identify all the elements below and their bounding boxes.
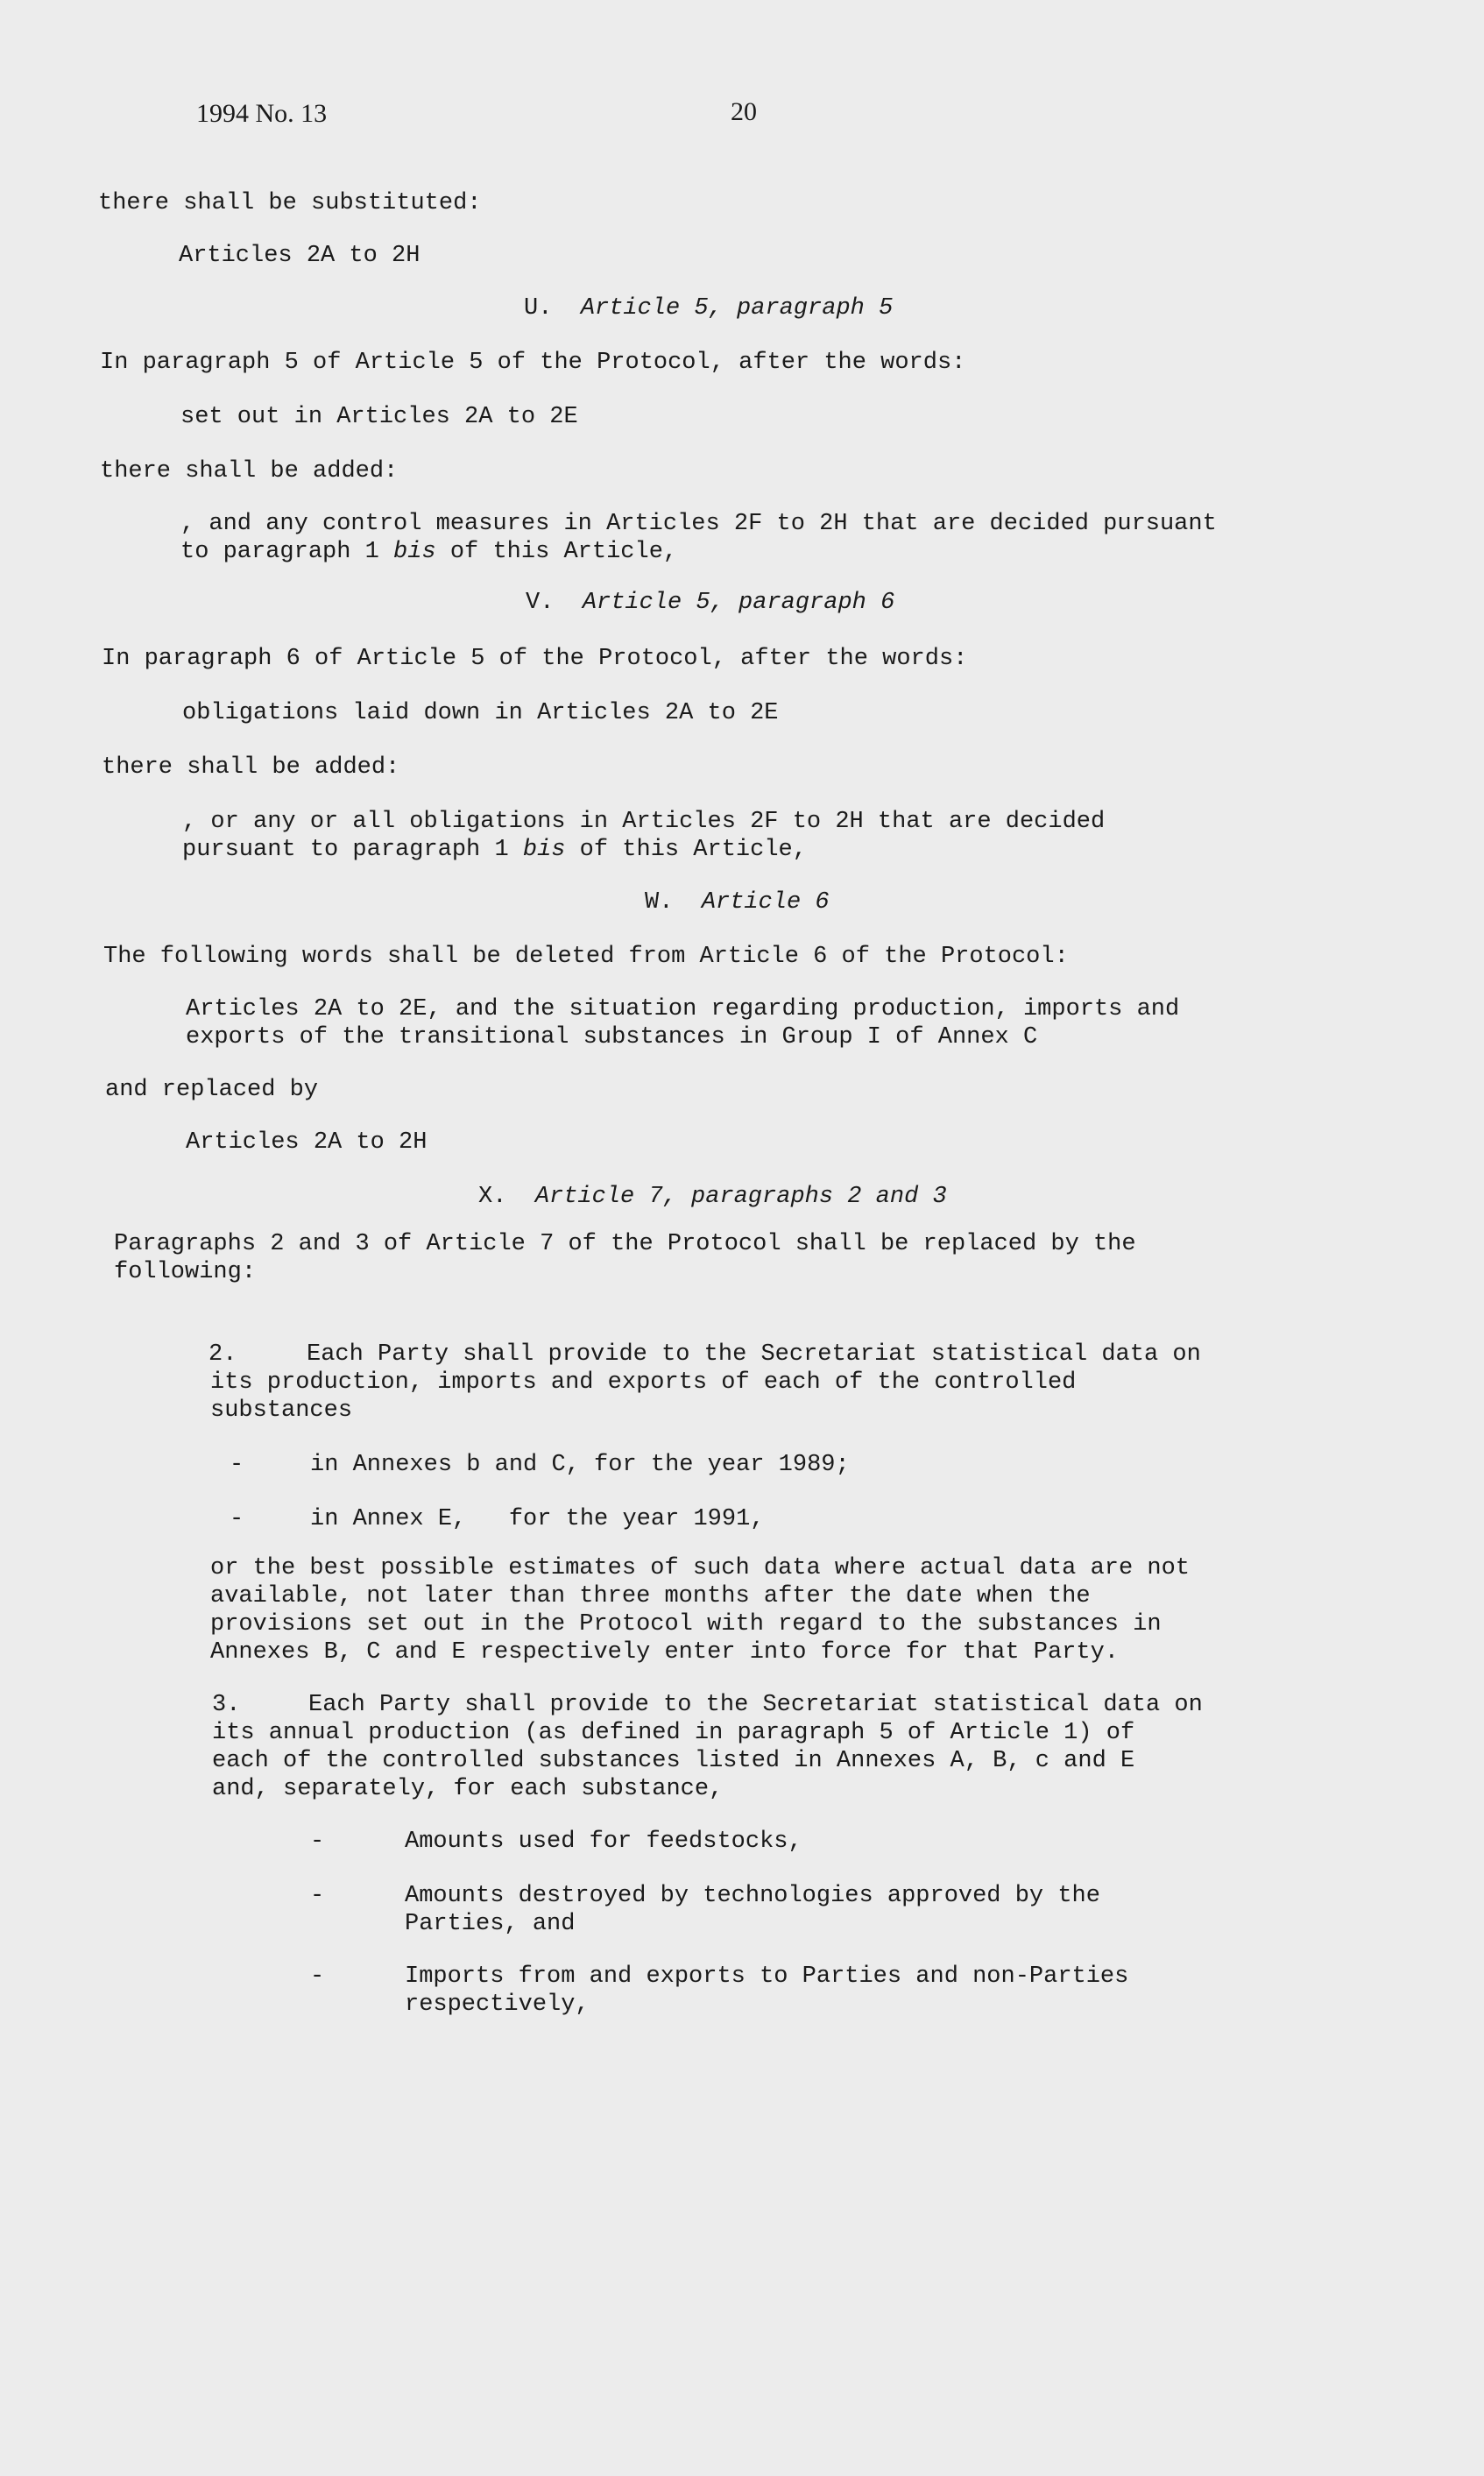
paragraph-text: there shall be added:	[100, 458, 399, 485]
text-line: provisions set out in the Protocol with regard to the substances in	[210, 1611, 1162, 1638]
publication-reference: 1994 No. 13	[196, 99, 328, 128]
section-title: Article 5, paragraph 5	[580, 295, 894, 322]
text-line: exports of the transitional substances in Group I of Annex C	[186, 1024, 1038, 1051]
paragraph-text	[210, 1554, 1190, 1666]
inserted-text	[180, 510, 1217, 566]
text-line: each of the controlled substances listed in Annexes A, B, c and E	[212, 1748, 1135, 1774]
text-line: its production, imports and exports of each of the controlled	[210, 1369, 1077, 1396]
section-title: Article 7, paragraphs 2 and 3	[534, 1184, 947, 1210]
paragraph-continuation	[210, 1369, 1076, 1425]
paragraph-number: 2.	[208, 1341, 237, 1368]
list-dash: -	[230, 1452, 244, 1478]
text-line: Each Party shall provide to the Secretariat statistical data on	[307, 1341, 1201, 1368]
text-line: Imports from and exports to Parties and non-Parties	[405, 1963, 1129, 1990]
text-line	[180, 538, 1217, 566]
paragraph-text	[114, 1230, 1136, 1286]
list-item: in Annexes b and C, for the year 1989;	[310, 1452, 850, 1478]
section-heading-w	[645, 888, 830, 916]
paragraph-text: and replaced by	[105, 1077, 319, 1103]
section-heading-v	[526, 589, 894, 617]
section-letter: W.	[645, 889, 674, 916]
section-letter: V.	[526, 590, 555, 616]
text-line	[182, 836, 1105, 864]
paragraph-text: In paragraph 6 of Article 5 of the Protocol, after the words:	[102, 646, 968, 672]
section-heading-x	[478, 1183, 947, 1211]
text-segment-italic: bis	[522, 837, 566, 863]
text-line: respectively,	[405, 1991, 590, 2018]
inserted-text	[182, 808, 1105, 864]
section-heading-u	[524, 294, 893, 322]
paragraph-text: The following words shall be deleted from Article 6 of the Protocol:	[103, 944, 1069, 970]
text-line: Each Party shall provide to the Secretariat statistical data on	[308, 1692, 1203, 1718]
section-title: Article 5, paragraph 6	[582, 590, 895, 616]
text-line: Annexes B, C and E respectively enter into force for that Party.	[210, 1639, 1119, 1666]
text-line: Amounts destroyed by technologies approved by the	[405, 1883, 1100, 1909]
quoted-text: obligations laid down in Articles 2A to 2E	[182, 700, 779, 726]
list-item: in Annex E, for the year 1991,	[310, 1506, 765, 1532]
text-segment-italic: bis	[393, 539, 436, 565]
text-segment: of this Article,	[435, 539, 678, 565]
list-dash: -	[230, 1506, 244, 1532]
paragraph-number: 3.	[212, 1692, 241, 1718]
paragraph-text: In paragraph 5 of Article 5 of the Protocol, after the words:	[100, 350, 966, 376]
quoted-text: Articles 2A to 2H	[186, 1129, 428, 1156]
list-dash: -	[310, 1829, 325, 1855]
section-letter: U.	[524, 295, 553, 322]
paragraph-continuation	[212, 1719, 1134, 1803]
quoted-text	[186, 995, 1179, 1051]
text-segment: pursuant to paragraph 1	[182, 837, 523, 863]
text-segment: to paragraph 1	[180, 539, 394, 565]
text-line: and, separately, for each substance,	[212, 1776, 724, 1802]
text-line: Parties, and	[405, 1911, 576, 1937]
list-item	[405, 1882, 1100, 1938]
text-line: , and any control measures in Articles 2F to 2H that are decided pursuant	[180, 511, 1217, 537]
text-line: substances	[210, 1397, 353, 1424]
list-dash: -	[310, 1883, 325, 1909]
paragraph-text: there shall be substituted:	[98, 190, 482, 216]
text-line: following:	[114, 1259, 257, 1285]
list-dash: -	[310, 1963, 325, 1990]
text-line: available, not later than three months after the date when the	[210, 1583, 1091, 1609]
section-title: Article 6	[701, 889, 830, 916]
text-line: its annual production (as defined in paragraph 5 of Article 1) of	[212, 1720, 1135, 1746]
text-line: Paragraphs 2 and 3 of Article 7 of the Protocol shall be replaced by the	[114, 1231, 1136, 1257]
text-line: Articles 2A to 2E, and the situation regarding production, imports and	[186, 996, 1180, 1022]
quoted-text: Articles 2A to 2H	[179, 243, 420, 269]
list-item: Amounts used for feedstocks,	[405, 1829, 802, 1855]
text-line: or the best possible estimates of such data where actual data are not	[210, 1555, 1190, 1581]
quoted-text: set out in Articles 2A to 2E	[180, 404, 578, 430]
text-line: , or any or all obligations in Articles 2F to 2H that are decided	[182, 809, 1106, 835]
text-segment: of this Article,	[565, 837, 807, 863]
list-item	[405, 1963, 1128, 2019]
page-number: 20	[731, 97, 757, 126]
paragraph-text: there shall be added:	[102, 754, 400, 781]
section-letter: X.	[478, 1184, 507, 1210]
